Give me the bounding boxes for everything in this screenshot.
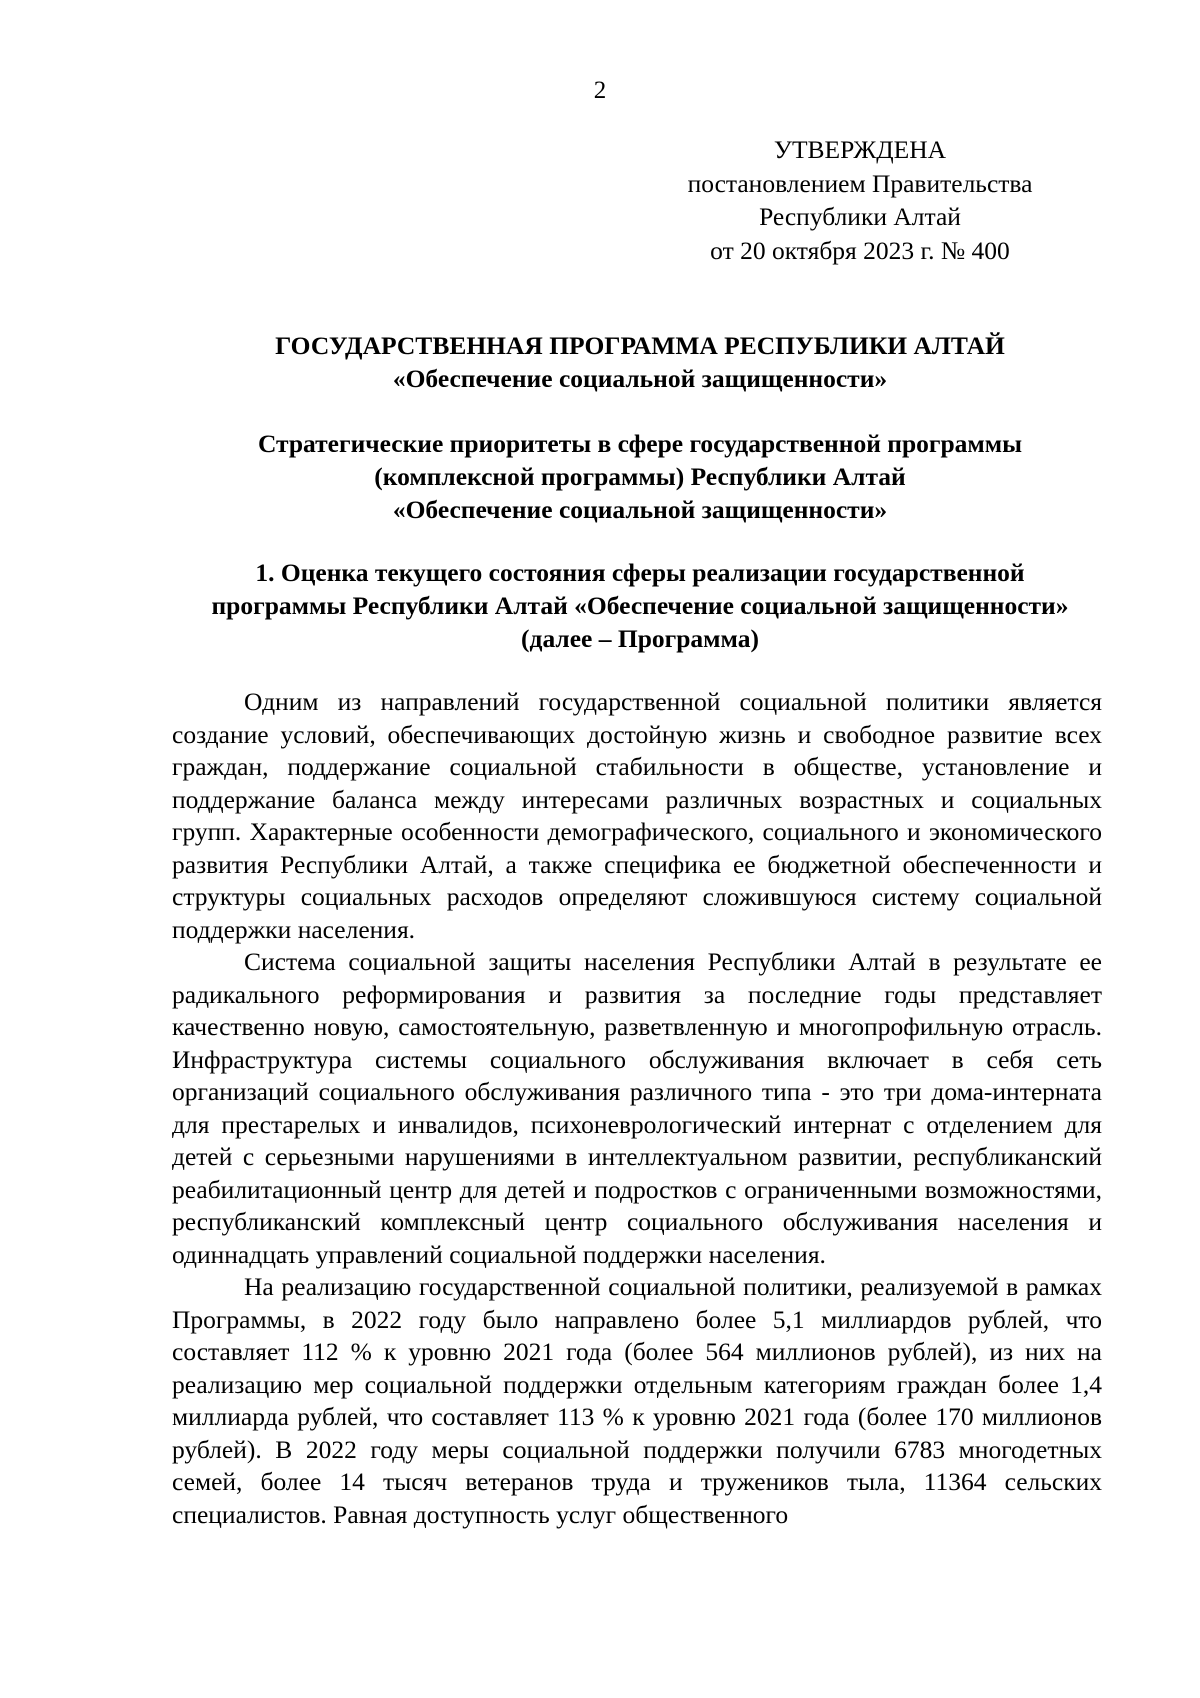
title-line-name: «Обеспечение социальной защищенности» <box>392 364 888 393</box>
page-number: 2 <box>593 77 607 104</box>
section-heading-line: (далее – Программа) <box>521 624 759 653</box>
document-title <box>170 329 1110 395</box>
priorities-heading-line: (комплексной программы) Республики Алтай <box>374 462 906 491</box>
paragraph: Одним из направлений государственной социальной политики является создание условий, обеспечивающих достойную жизнь и свободное развитие всех граждан, поддержание социальной стабильности в обществе, установление и поддержание баланса между интересами различных возрастных и социальных групп. Характерные особенности демографического, социального и экономического развития Республики Алтай, а также специфика ее бюджетной обеспеченности и структуры социальных расходов определяют сложившуюся систему социальной поддержки населения. <box>172 687 1102 944</box>
paragraph: На реализацию государственной социальной политики, реализуемой в рамках Программы, в 2022 году было направлено более 5,1 миллиардов рублей, что составляет 112 % к уровню 2021 года (более 564 миллионов рублей), из них на реализацию мер социальной поддержки отдельным категориям граждан более 1,4 миллиарда рублей, что составляет 113 % к уровню 2021 года (более 170 миллионов рублей). В 2022 году меры социальной поддержки получили 6783 многодетных семей, более 14 тысяч ветеранов труда и тружеников тыла, 11364 сельских специалистов. Равная доступность услуг общественного <box>172 1272 1102 1529</box>
approval-line-approved: УТВЕРЖДЕНА <box>773 135 947 164</box>
paragraph: Система социальной защиты населения Республики Алтай в результате ее радикального реформирования и развития за последние годы представляет качественно новую, самостоятельную, разветвленную и многопрофильную отрасль. Инфраструктура системы социального обслуживания включает в себя сеть организаций социального обслуживания различного типа - это три дома-интерната для престарелых и инвалидов, психоневрологический интернат с отделением для детей с серьезными нарушениями в интеллектуальном развитии, республиканский реабилитационный центр для детей и подростков с ограниченными возможностями, республиканский комплексный центр социального обслуживания населения и одиннадцать управлений социальной поддержки населения. <box>172 947 1102 1269</box>
approval-line-republic: Республики Алтай <box>759 202 961 231</box>
section-heading-line: программы Республики Алтай «Обеспечение социальной защищенности» <box>211 591 1069 620</box>
priorities-heading-line: «Обеспечение социальной защищенности» <box>392 495 888 524</box>
section-heading-line: 1. Оценка текущего состояния сферы реализации государственной <box>255 558 1025 587</box>
approval-stamp <box>650 133 1070 267</box>
priorities-heading <box>170 427 1110 526</box>
approval-line-decree: постановлением Правительства <box>687 168 1033 198</box>
body-text <box>172 686 1102 1531</box>
section-heading <box>170 556 1110 655</box>
title-line-program: ГОСУДАРСТВЕННАЯ ПРОГРАММА РЕСПУБЛИКИ АЛТАЙ <box>275 331 1005 360</box>
priorities-heading-line: Стратегические приоритеты в сфере государственной программы <box>257 429 1023 458</box>
approval-line-date: от 20 октября 2023 г. № 400 <box>710 235 1010 265</box>
